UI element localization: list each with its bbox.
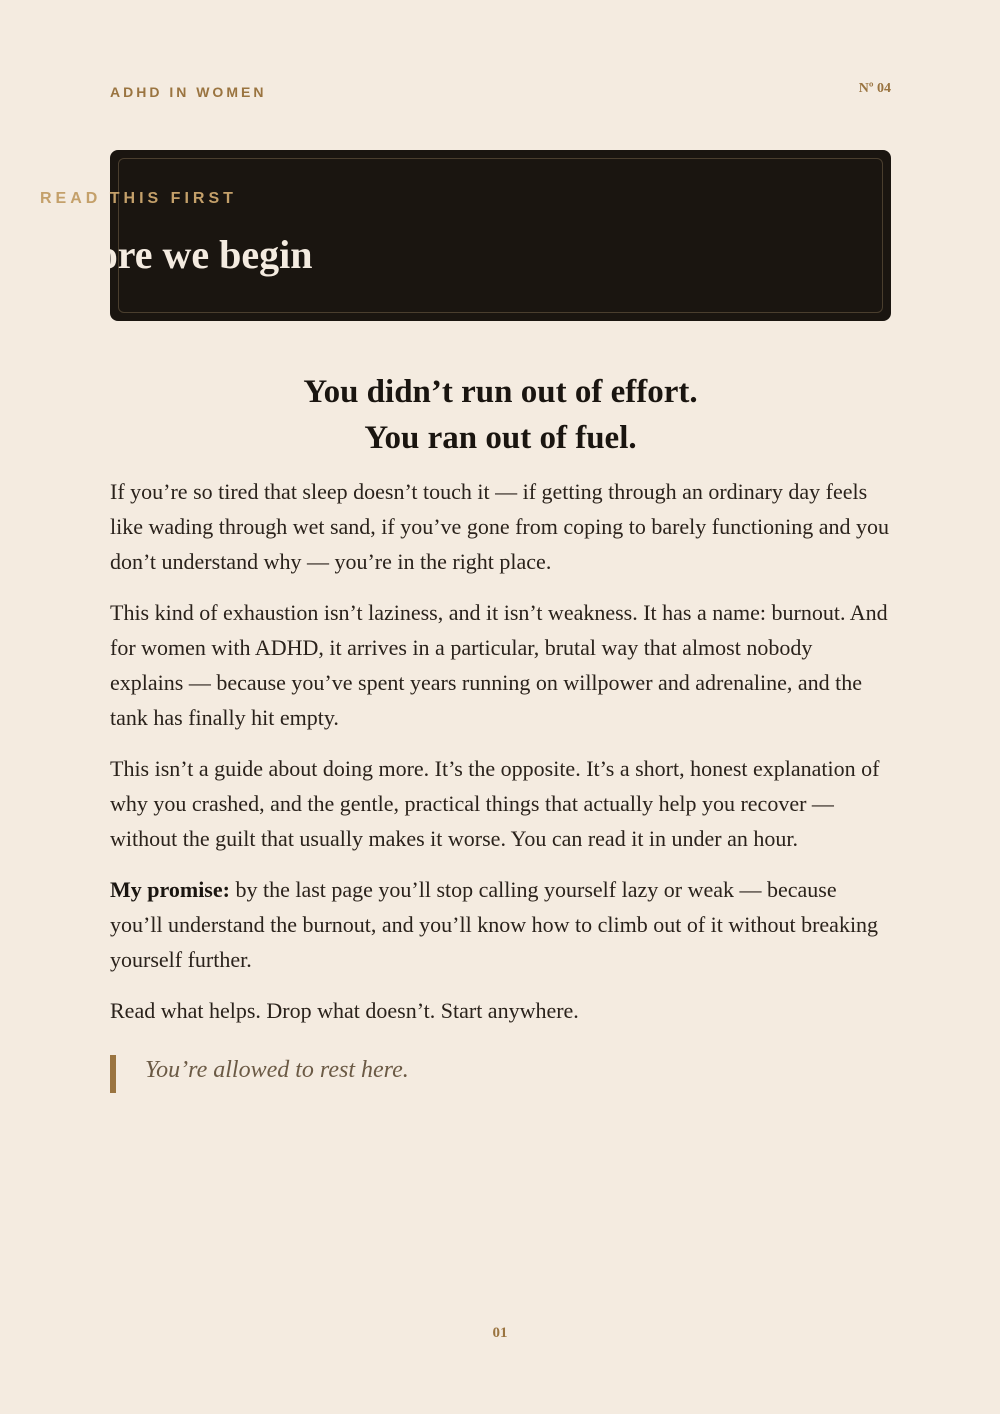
promise-paragraph (110, 872, 891, 977)
promise-text: by the last page you’ll stop calling yourself lazy or weak — because you’ll understand the burnout, and you’ll know how to climb out of it without breaking yourself further. (110, 877, 879, 972)
promise-label: My promise: (110, 877, 230, 902)
pull-quote: You’re allowed to rest here. (110, 1055, 409, 1093)
banner-eyebrow: READ THIS FIRST (40, 190, 237, 207)
paragraph-2: This kind of exhaustion isn’t laziness, and it isn’t weakness. It has a name: burnout. And for women with ADHD, it arrives in a particular, brutal way that almost nobody explains — because you’ve spent years running on willpower and adrenaline, and the tank has finally hit empty. (110, 600, 888, 730)
headline-line-2: You ran out of fuel. (364, 420, 637, 456)
headline (110, 369, 891, 461)
paragraph-3: This isn’t a guide about doing more. It’s the opposite. It’s a short, honest explanation of why you crashed, and the gentle, practical things that actually help you recover — without the guilt that usually makes it worse. You can read it in under an hour. (110, 756, 880, 851)
paragraph-1: If you’re so tired that sleep doesn’t touch it — if getting through an ordinary day feels like wading through wet sand, if you’ve gone from coping to barely functioning and you don’t understand why — you’re in the right place. (110, 479, 889, 574)
page-number: 01 (492, 1325, 508, 1341)
paragraph-5: Read what helps. Drop what doesn’t. Start anywhere. (110, 998, 579, 1023)
banner-title: Before we begin (40, 232, 313, 277)
body-text (110, 474, 891, 1044)
issue-number: Nº 04 (858, 81, 891, 96)
headline-line-1: You didn’t run out of effort. (303, 374, 698, 410)
series-label: ADHD IN WOMEN (110, 84, 267, 100)
